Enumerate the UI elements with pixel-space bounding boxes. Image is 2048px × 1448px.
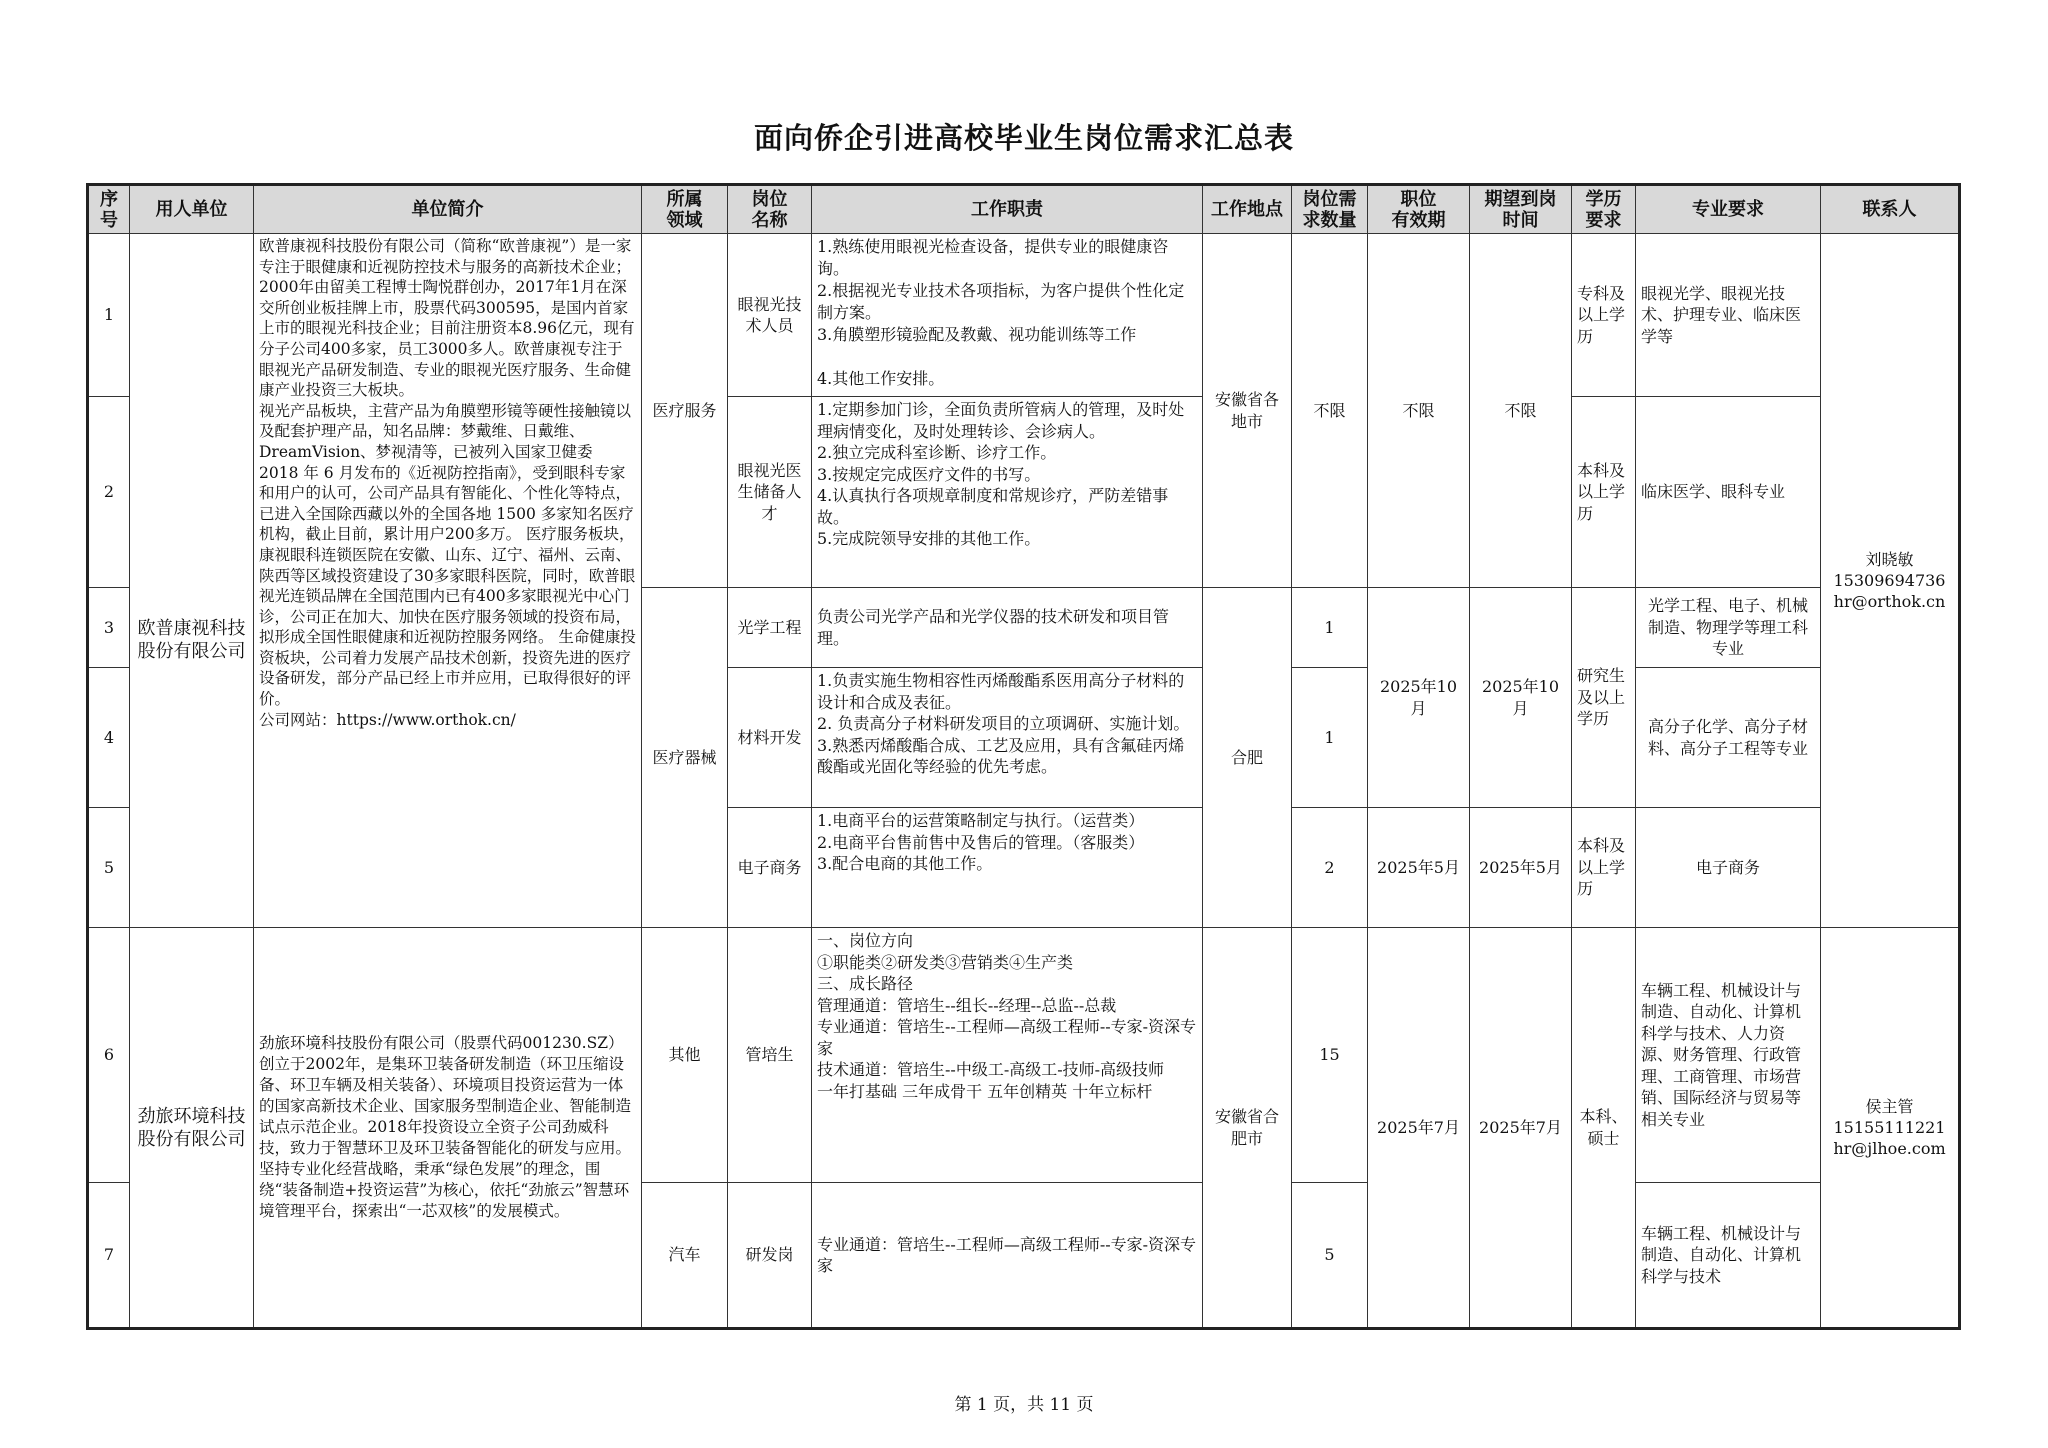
employer-name: 欧普康视科技股份有限公司 <box>130 234 254 928</box>
validity-cell: 不限 <box>1368 234 1470 588</box>
duties-cell: 一、岗位方向 ①职能类②研发类③营销类④生产类 三、成长路径 管理通道：管培生--组长--经理--总监--总裁 专业通道：管培生--工程师—高级工程师--专家-资深专家 技术通道：管培生--中级工-高级工-技师-高级技师 一年打基础 三年成骨干 五年创精英 十年立标杆 <box>812 928 1203 1183</box>
location-cell: 安徽省各地市 <box>1203 234 1292 588</box>
contact-cell <box>1821 928 1960 1329</box>
header-intro: 单位简介 <box>254 185 642 234</box>
education-cell: 专科及以上学历 <box>1572 234 1636 397</box>
major-cell: 光学工程、电子、机械制造、物理学等理工科专业 <box>1636 588 1821 668</box>
row-seq: 5 <box>88 808 130 928</box>
arrival-cell: 2025年7月 <box>1470 928 1572 1329</box>
employer-intro: 欧普康视科技股份有限公司（简称“欧普康视”）是一家专注于眼健康和近视防控技术与服务的高新技术企业；2000年由留美工程博士陶悦群创办，2017年1月在深交所创业板挂牌上市，股票代码300595，是国内首家上市的眼视光科技企业；目前注册资本8.96亿元，现有分子公司400多家，员工3000多人。欧普康视专注于眼视光产品研发制造、专业的眼视光医疗服务、生命健康产业投资三大板块。 视光产品板块，主营产品为角膜塑形镜等硬性接触镜以及配套护理产品，知名品牌：梦戴维、日戴维、DreamVision、梦视清等，已被列入国家卫健委 2018 年 6 月发布的《近视防控指南》，受到眼科专家和用户的认可，公司产品具有智能化、个性化等特点，已进入全国除西藏以外的全国各地 1500 多家知名医疗机构，截止目前，累计用户200多万。 医疗服务板块，康视眼科连锁医院在安徽、山东、辽宁、福州、云南、陕西等区域投资建设了30多家眼科医院，同时，欧普眼视光连锁品牌在全国范围内已有400多家眼视光中心门诊，公司正在加大、加快在医疗服务领域的投资布局，拟形成全国性眼健康和近视防控服务网络。 生命健康投资板块，公司着力发展产品技术创新，投资先进的医疗设备研发，部分产品已经上市并应用，已取得很好的评价。 公司网站：https://www.orthok.cn/ <box>254 234 642 928</box>
position-cell: 研发岗 <box>728 1183 812 1329</box>
employer-name: 劲旅环境科技股份有限公司 <box>130 928 254 1329</box>
major-cell: 高分子化学、高分子材料、高分子工程等专业 <box>1636 668 1821 808</box>
validity-cell: 2025年5月 <box>1368 808 1470 928</box>
table-row <box>88 928 1960 1183</box>
duties-cell: 1.负责实施生物相容性丙烯酸酯系医用高分子材料的设计和合成及表征。 2. 负责高分子材料研发项目的立项调研、实施计划。 3.熟悉丙烯酸酯合成、工艺及应用，具有含氟硅丙烯酸酯或光固化等经验的优先考虑。 <box>812 668 1203 808</box>
duties-cell: 1.熟练使用眼视光检查设备，提供专业的眼健康咨询。 2.根据视光专业技术各项指标，为客户提供个性化定制方案。 3.角膜塑形镜验配及教戴、视功能训练等工作 4.其他工作安排。 <box>812 234 1203 397</box>
header-employer: 用人单位 <box>130 185 254 234</box>
count-cell: 5 <box>1292 1183 1368 1329</box>
contact-email: hr@jlhoe.com <box>1833 1139 1946 1158</box>
row-seq: 4 <box>88 668 130 808</box>
document-title: 面向侨企引进高校毕业生岗位需求汇总表 <box>753 121 1294 155</box>
contact-phone: 15155111221 <box>1833 1118 1946 1137</box>
row-seq: 7 <box>88 1183 130 1329</box>
validity-cell: 2025年10月 <box>1368 588 1470 808</box>
contact-name: 刘晓敏 <box>1865 550 1914 569</box>
field-cell: 其他 <box>642 928 728 1183</box>
validity-cell: 2025年7月 <box>1368 928 1470 1329</box>
header-validity: 职位 有效期 <box>1368 185 1470 234</box>
count-cell: 不限 <box>1292 234 1368 588</box>
major-cell: 车辆工程、机械设计与制造、自动化、计算机科学与技术 <box>1636 1183 1821 1329</box>
count-cell: 1 <box>1292 588 1368 668</box>
education-cell: 本科、硕士 <box>1572 928 1636 1329</box>
row-seq: 3 <box>88 588 130 668</box>
position-cell: 光学工程 <box>728 588 812 668</box>
header-contact: 联系人 <box>1821 185 1960 234</box>
header-field: 所属 领域 <box>642 185 728 234</box>
major-cell: 电子商务 <box>1636 808 1821 928</box>
header-seq: 序号 <box>88 185 130 234</box>
header-arrival: 期望到岗 时间 <box>1470 185 1572 234</box>
location-cell: 合肥 <box>1203 588 1292 928</box>
position-cell: 电子商务 <box>728 808 812 928</box>
table-header-row <box>88 185 1960 234</box>
position-cell: 眼视光医生储备人才 <box>728 397 812 588</box>
duties-cell: 专业通道：管培生--工程师—高级工程师--专家-资深专家 <box>812 1183 1203 1329</box>
row-seq: 1 <box>88 234 130 397</box>
arrival-cell: 不限 <box>1470 234 1572 588</box>
row-seq: 2 <box>88 397 130 588</box>
contact-name: 侯主管 <box>1865 1097 1914 1116</box>
field-cell: 汽车 <box>642 1183 728 1329</box>
page-footer: 第 1 页，共 11 页 <box>954 1395 1094 1415</box>
major-cell: 眼视光学、眼视光技术、护理专业、临床医学等 <box>1636 234 1821 397</box>
field-cell: 医疗服务 <box>642 234 728 588</box>
arrival-cell: 2025年10月 <box>1470 588 1572 808</box>
location-cell: 安徽省合肥市 <box>1203 928 1292 1329</box>
row-seq: 6 <box>88 928 130 1183</box>
position-cell: 材料开发 <box>728 668 812 808</box>
positions-table <box>86 183 1961 1330</box>
arrival-cell: 2025年5月 <box>1470 808 1572 928</box>
count-cell: 1 <box>1292 668 1368 808</box>
major-cell: 临床医学、眼科专业 <box>1636 397 1821 588</box>
header-education: 学历 要求 <box>1572 185 1636 234</box>
contact-email: hr@orthok.cn <box>1833 592 1946 611</box>
duties-cell: 1.定期参加门诊，全面负责所管病人的管理，及时处理病情变化，及时处理转诊、会诊病人。 2.独立完成科室诊断、诊疗工作。 3.按规定完成医疗文件的书写。 4.认真执行各项规章制度和常规诊疗，严防差错事故。 5.完成院领导安排的其他工作。 <box>812 397 1203 588</box>
contact-phone: 15309694736 <box>1833 571 1946 590</box>
header-major: 专业要求 <box>1636 185 1821 234</box>
count-cell: 2 <box>1292 808 1368 928</box>
education-cell: 本科及以上学历 <box>1572 397 1636 588</box>
employer-intro: 劲旅环境科技股份有限公司（股票代码001230.SZ）创立于2002年，是集环卫装备研发制造（环卫压缩设备、环卫车辆及相关装备）、环境项目投资运营为一体的国家高新技术企业、国家服务型制造企业、智能制造试点示范企业。2018年投资设立全资子公司劲威科技，致力于智慧环卫及环卫装备智能化的研发与应用。坚持专业化经营战略，秉承“绿色发展”的理念，围绕“装备制造+投资运营”为核心，依托“劲旅云”智慧环境管理平台，探索出“一芯双核”的发展模式。 <box>254 928 642 1329</box>
header-duties: 工作职责 <box>812 185 1203 234</box>
duties-cell: 1.电商平台的运营策略制定与执行。（运营类） 2.电商平台售前售中及售后的管理。（客服类） 3.配合电商的其他工作。 <box>812 808 1203 928</box>
field-cell: 医疗器械 <box>642 588 728 928</box>
header-location: 工作地点 <box>1203 185 1292 234</box>
count-cell: 15 <box>1292 928 1368 1183</box>
duties-cell: 负责公司光学产品和光学仪器的技术研发和项目管理。 <box>812 588 1203 668</box>
position-cell: 管培生 <box>728 928 812 1183</box>
header-position: 岗位 名称 <box>728 185 812 234</box>
contact-cell <box>1821 234 1960 928</box>
education-cell: 本科及以上学历 <box>1572 808 1636 928</box>
education-cell: 研究生及以上学历 <box>1572 588 1636 808</box>
header-count: 岗位需 求数量 <box>1292 185 1368 234</box>
major-cell: 车辆工程、机械设计与制造、自动化、计算机科学与技术、人力资源、财务管理、行政管理、工商管理、市场营销、国际经济与贸易等相关专业 <box>1636 928 1821 1183</box>
table-row <box>88 234 1960 397</box>
position-cell: 眼视光技术人员 <box>728 234 812 397</box>
